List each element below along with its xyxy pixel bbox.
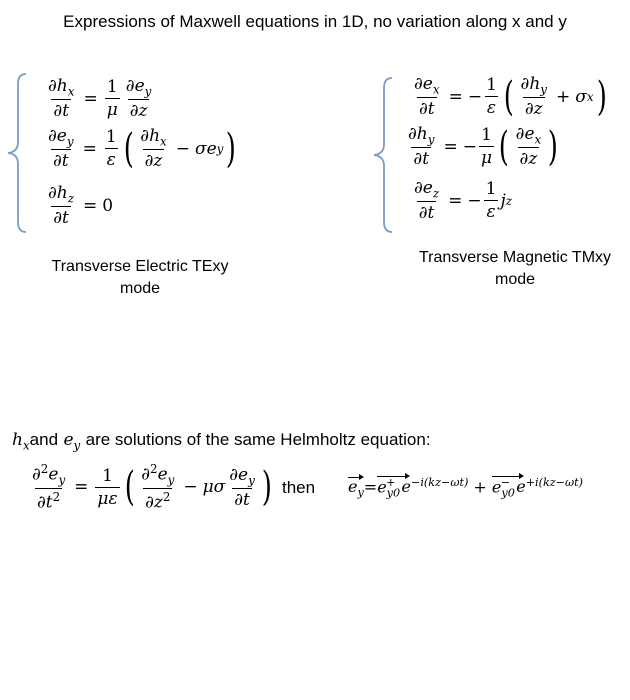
tm-equation-3: $\frac{\partial e_z}{\partial t}$ = − $\frac{1}{\varepsilon}$ j z <box>414 178 512 224</box>
then-label: then <box>282 478 316 497</box>
tm-brace <box>370 76 394 234</box>
page-title: Expressions of Maxwell equations in 1D, no variation along x and y <box>63 12 567 31</box>
te-brace <box>4 72 28 234</box>
helmholtz-statement: $h_xand$ $e_y$ are solutions of the same Helmholtz equation: <box>12 430 431 453</box>
te-equation-1: $\frac{\partial h_x}{\partial t}$ = $\frac{1}{\mu}$ $\frac{\partial e_y}{\partial z}$ <box>48 76 152 122</box>
tm-equation-2: $\frac{\partial h_y}{\partial t}$ = − $\frac{1}{\mu}$ ( $\frac{\partial e_x}{\partial z}$ ) <box>408 123 559 170</box>
helmholtz-equation: $\frac{\partial^2e_y}{\partial t^2}$ = $\frac{1}{\mu\varepsilon}$ ( $\frac{\partial^2e_y}{\partial z^2}$ − μσ $\frac{\partial e_y}{\partial t}$ ) <box>32 462 272 513</box>
te-equation-3: $\frac{\partial h_z}{\partial t}$ = 0 <box>48 183 114 229</box>
te-caption: Transverse Electric TExy mode <box>51 258 229 297</box>
tm-equation-1: $\frac{\partial e_x}{\partial t}$ = − $\frac{1}{\varepsilon}$ ( $\frac{\partial h_y}{\partial z}$ + σ x ) <box>414 73 607 120</box>
wave-solution: $e_y=e_{y0}^+$ $e^{-i(kz-\omega t)} + e_{y0}^-$ $e^{+i(kz-\omega t)}$ <box>348 476 584 500</box>
te-equation-2: $\frac{\partial e_y}{\partial t}$ = $\frac{1}{\varepsilon}$ ( $\frac{\partial h_x}{\partial z}$ − σe y ) <box>48 125 237 172</box>
tm-caption: Transverse Magnetic TMxy mode <box>418 249 612 288</box>
